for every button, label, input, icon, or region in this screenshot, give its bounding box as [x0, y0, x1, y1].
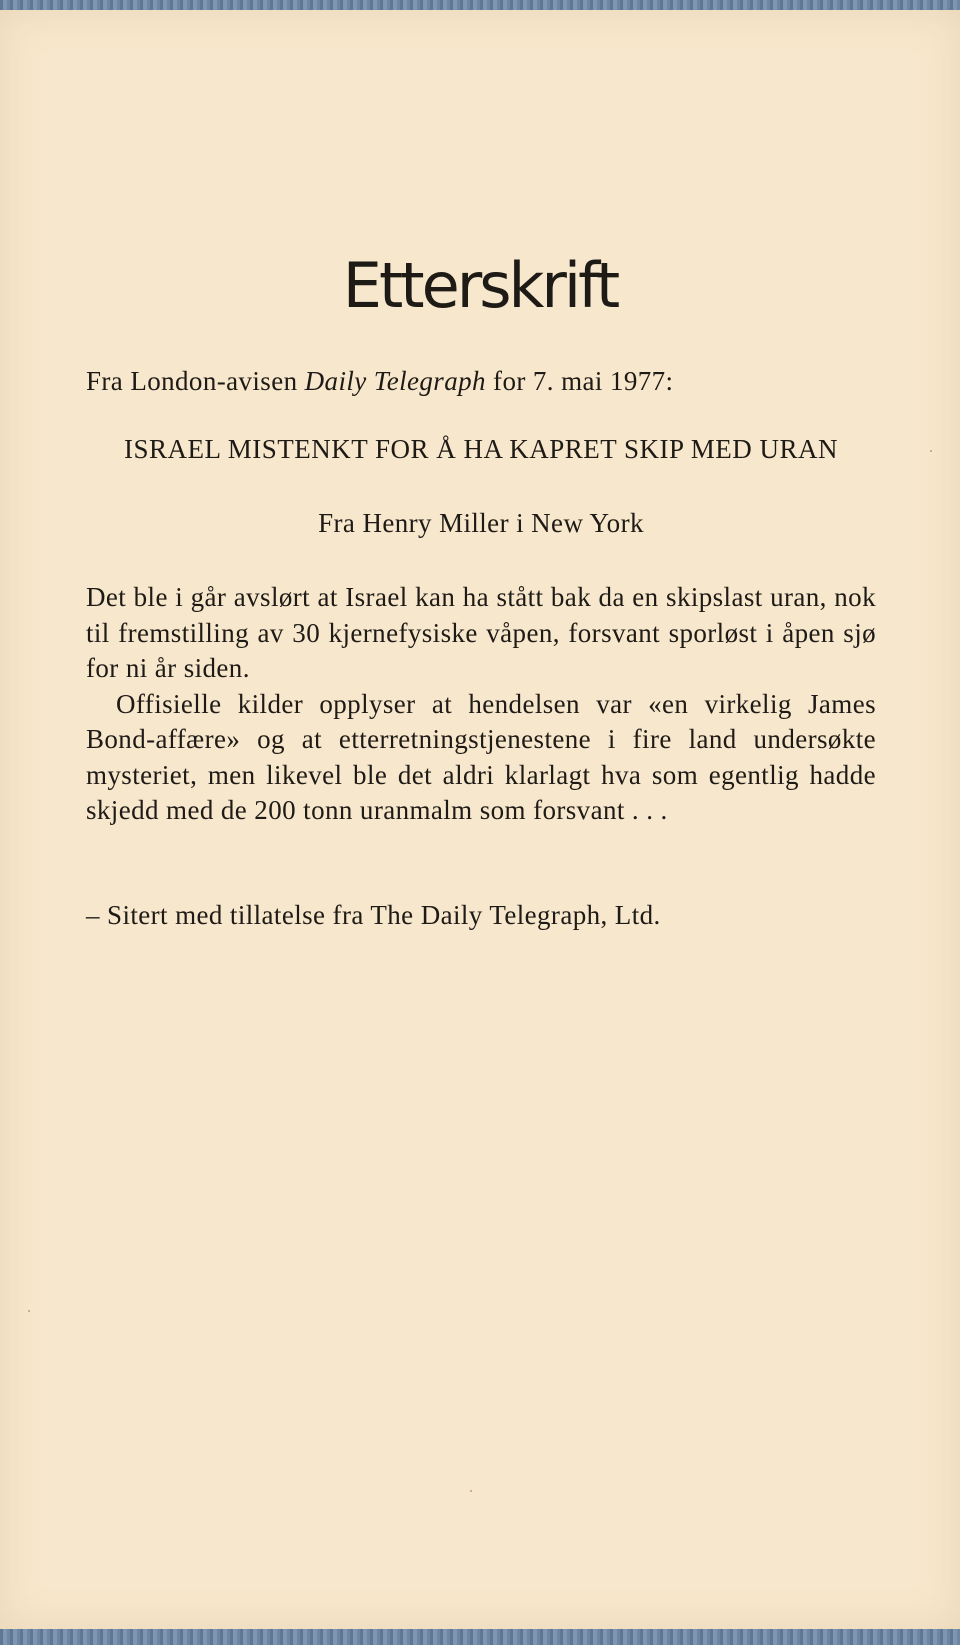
- article-body: [86, 580, 876, 829]
- article-paragraph: Offisielle kilder opplyser at hendelsen var «en virkelig James Bond-affære» og at etterretningstjenestene i fire land undersøkte mysteriet, men likevel ble det aldri klarlagt hva som egentlig hadde skjedd med de 200 tonn uranmalm som forsvant . . .: [86, 688, 876, 825]
- page-edge-bottom: [0, 1629, 960, 1645]
- paper-speck: [930, 450, 932, 452]
- paper-speck: [470, 1490, 472, 1492]
- article-byline: Fra Henry Miller i New York: [318, 508, 644, 538]
- page-title: Etterskrift: [342, 249, 618, 322]
- page-edge-top: [0, 0, 960, 10]
- intro-suffix: for 7. mai 1977:: [485, 366, 674, 396]
- paper-speck: [28, 1310, 30, 1312]
- intro-line: [86, 366, 876, 397]
- article-headline: ISRAEL MISTENKT FOR Å HA KAPRET SKIP MED URAN: [123, 434, 839, 464]
- intro-prefix: Fra London-avisen: [86, 366, 305, 396]
- newspaper-name: Daily Telegraph: [304, 366, 486, 396]
- article-paragraph: Det ble i går avslørt at Israel kan ha stått bak da en skipslast uran, nok til fremstilling av 30 kjernefysiske våpen, forsvant sporløst i åpen sjø for ni år siden.: [86, 582, 876, 683]
- quote-credit: – Sitert med tillatelse fra The Daily Telegraph, Ltd.: [86, 900, 661, 930]
